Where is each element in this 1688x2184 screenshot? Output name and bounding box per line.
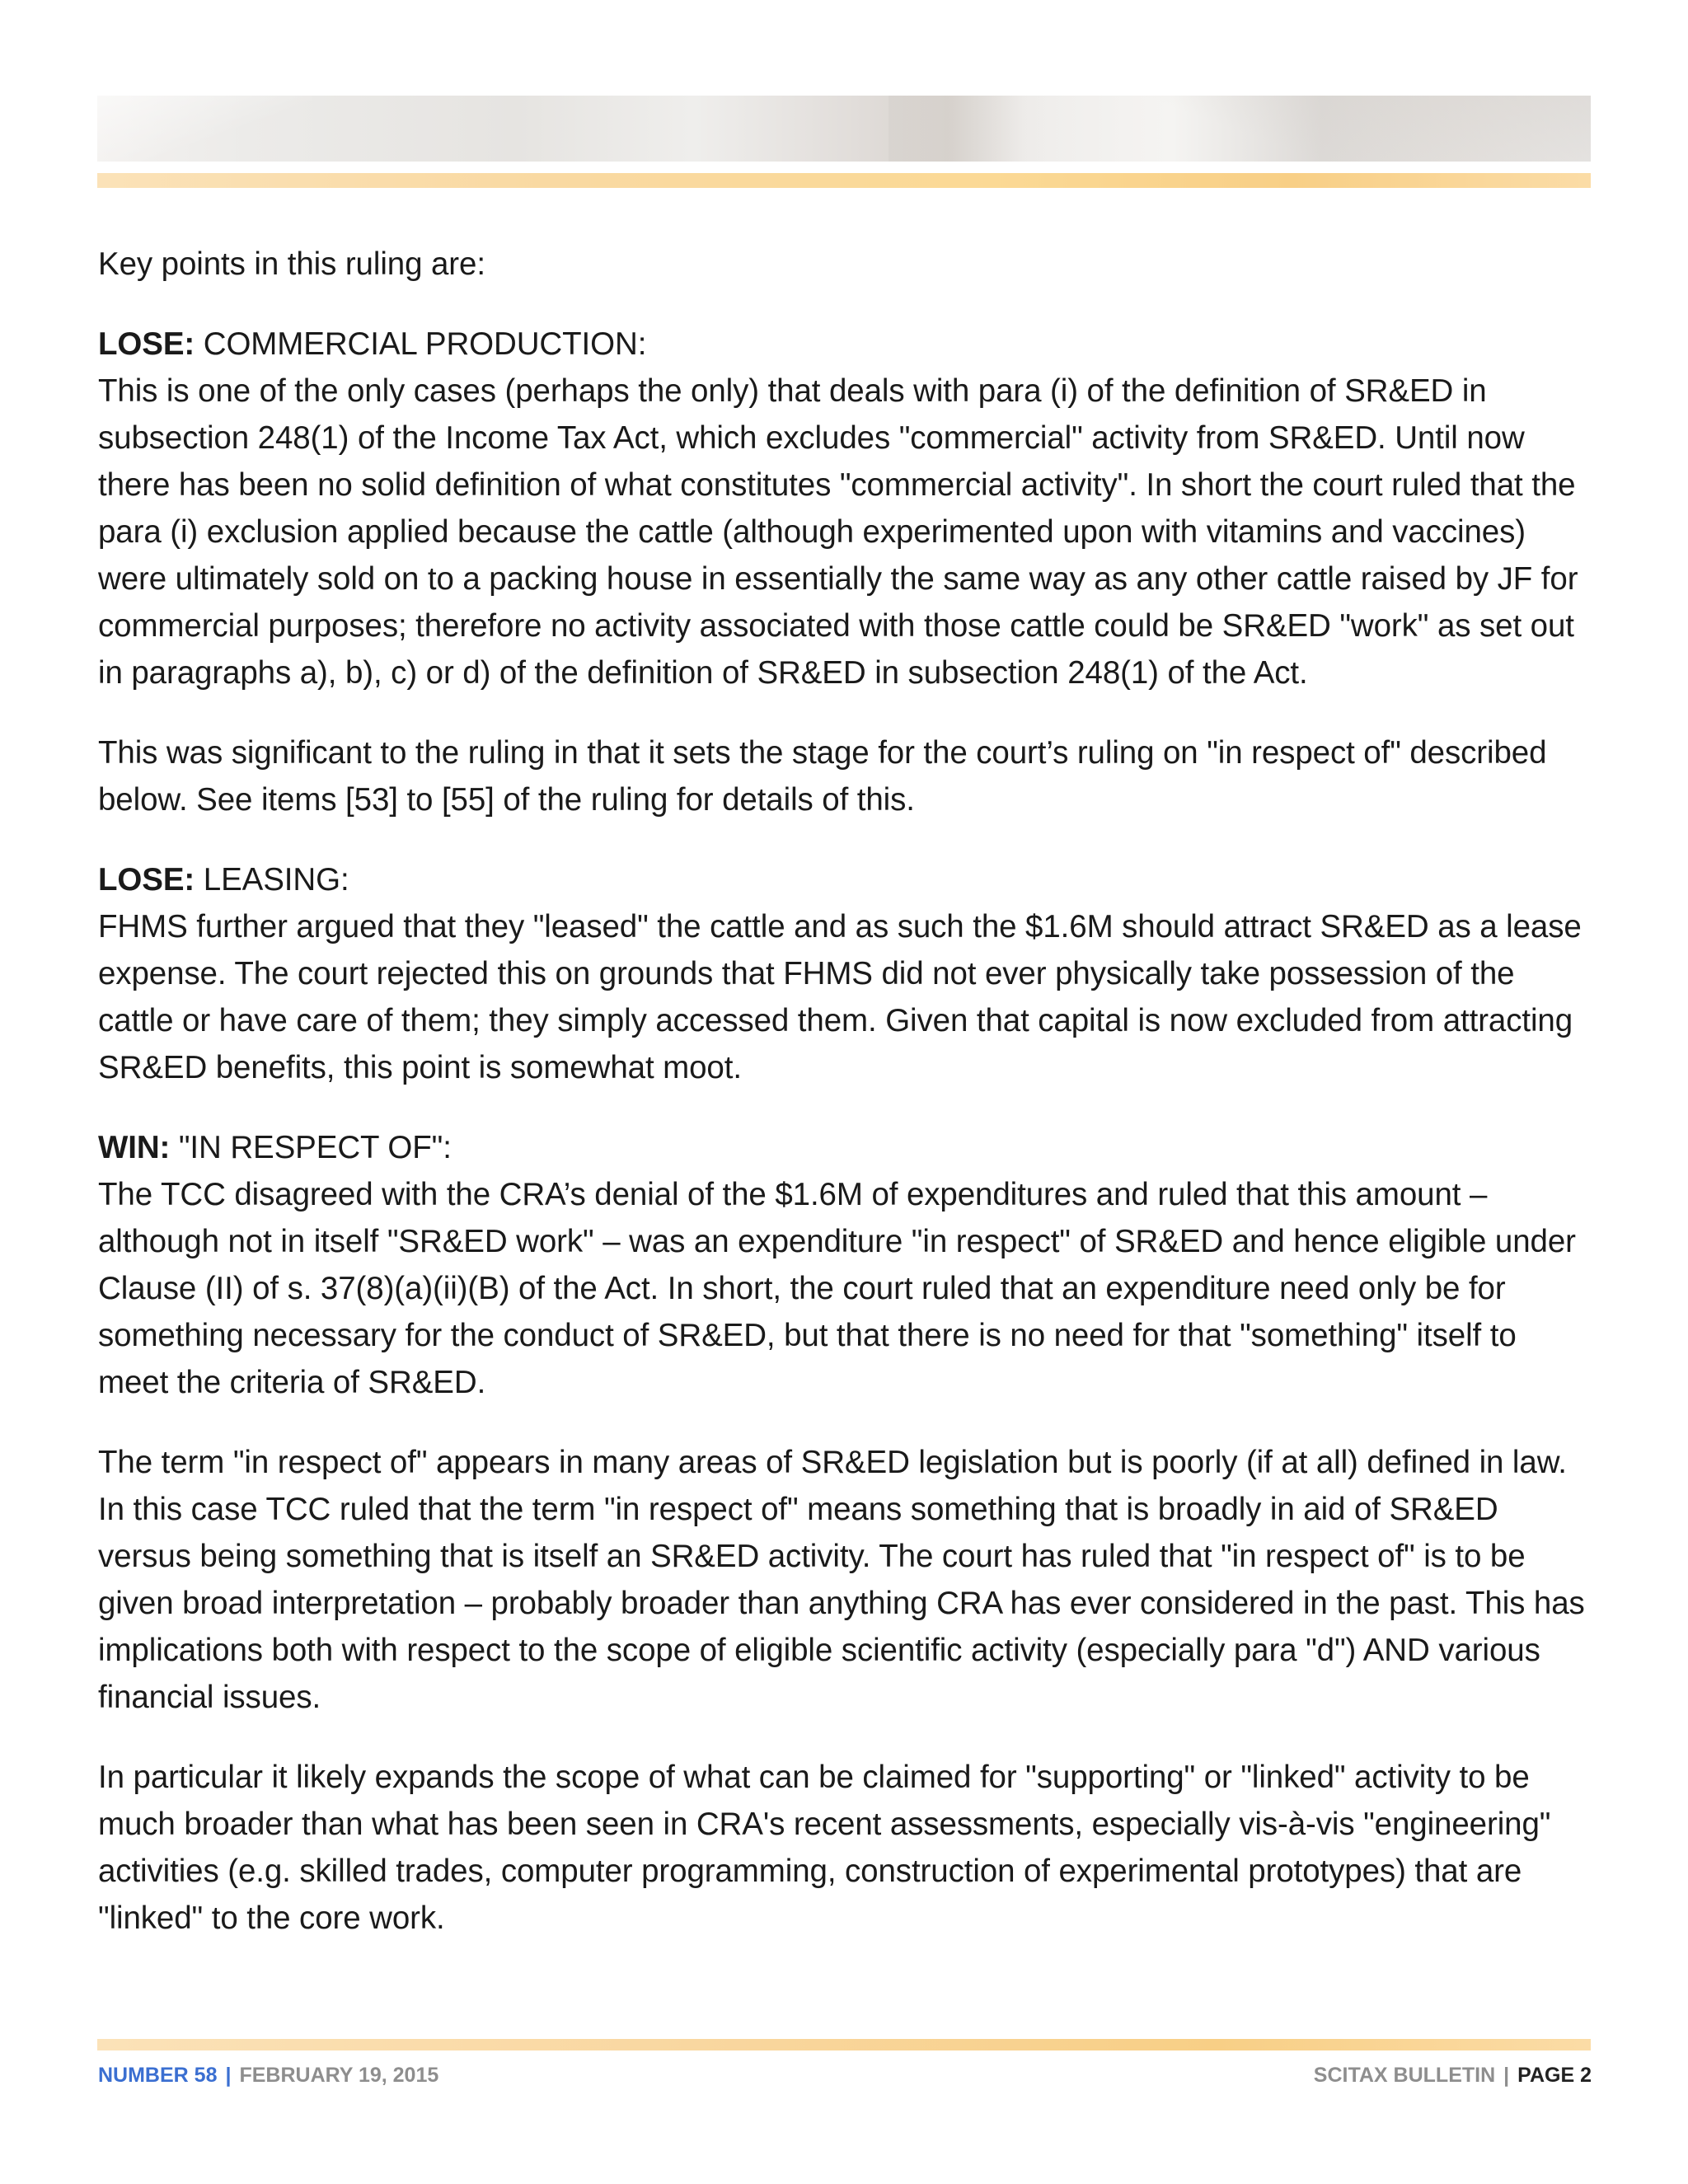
section-paragraph: This is one of the only cases (perhaps the only) that deals with para (i) of the definition of SR&ED in subsection 248(1) of the Income Tax Act, which excludes "commercial" activity from SR&ED. Until now there has been no solid definition of what constitutes "commercial activity". In short the court ruled that the para (i) exclusion applied because the cattle (although experimented upon with vitamins and vaccines) were ultimately sold on to a packing house in essentially the same way as any other cattle raised by JF for commercial purposes; therefore no activity associated with those cattle could be SR&ED "work" as set out in paragraphs a), b), c) or d) of the definition of SR&ED in subsection 248(1) of the Act. xyxy=(98,373,1578,691)
footer-left xyxy=(98,2060,438,2090)
header-banner-shade xyxy=(1129,96,1591,162)
page-footer xyxy=(98,2060,1592,2090)
section-heading: "IN RESPECT OF": xyxy=(170,1130,452,1165)
header-banner-shade xyxy=(97,96,312,162)
section-leasing xyxy=(98,856,1592,1091)
verdict-label: WIN: xyxy=(98,1130,171,1165)
header-banner xyxy=(97,96,1591,162)
section-heading: LEASING: xyxy=(195,862,349,898)
article-body xyxy=(98,241,1592,1975)
verdict-label: LOSE: xyxy=(98,862,195,898)
footer-separator: | xyxy=(225,2064,232,2087)
section-paragraph: The TCC disagreed with the CRA’s denial of the $1.6M of expenditures and ruled that this amount – although not in itself "SR&ED work" – was an expenditure "in respect" of SR&ED and hence eligible under Clause (II) of s. 37(8)(a)(ii)(B) of the Act. In short, the court ruled that an expenditure need only be for something necessary for the conduct of SR&ED, but that there is no need for that "something" itself to meet the criteria of SR&ED. xyxy=(98,1177,1576,1400)
publication-name: SCITAX BULLETIN xyxy=(1313,2064,1496,2087)
intro-paragraph: Key points in this ruling are: xyxy=(98,246,485,282)
issue-number: NUMBER 58 xyxy=(98,2064,218,2087)
section-heading: COMMERCIAL PRODUCTION: xyxy=(195,326,647,362)
section-paragraph: The term "in respect of" appears in many areas of SR&ED legislation but is poorly (if at all) defined in law. In this case TCC ruled that the term "in respect of" means something that is broadly in aid of SR&ED versus being something that is itself an SR&ED activity. The court has ruled that "in respect of" is to be given broad interpretation – probably broader than anything CRA has ever considered in the past. This has implications both with respect to the scope of eligible scientific activity (especially para "d") AND various financial issues. xyxy=(98,1445,1585,1715)
issue-date: FEBRUARY 19, 2015 xyxy=(239,2064,439,2087)
header-banner-shade xyxy=(889,96,1053,162)
section-paragraph: In particular it likely expands the scope of what can be claimed for "supporting" or "linked" activity to be much broader than what has been seen in CRA's recent assessments, especially vis-à-vis "engineering" activities (e.g. skilled trades, computer programming, construction of experimental prototypes) that are "linked" to the core work. xyxy=(98,1760,1551,1936)
section-commercial-production xyxy=(98,321,1592,696)
header-accent-stripe xyxy=(97,173,1591,188)
section-in-respect-of xyxy=(98,1124,1592,1406)
footer-right xyxy=(1314,2060,1592,2090)
section-paragraph: FHMS further argued that they "leased" the cattle and as such the $1.6M should attract SR&ED as a lease expense. The court rejected this on grounds that FHMS did not ever physically take possession of the cattle or have care of them; they simply accessed them. Given that capital is now excluded from attracting SR&ED benefits, this point is somewhat moot. xyxy=(98,909,1582,1085)
section-paragraph: This was significant to the ruling in that it sets the stage for the court’s ruling on "in respect of" described below. See items [53] to [55] of the ruling for details of this. xyxy=(98,735,1547,818)
footer-accent-stripe xyxy=(97,2039,1591,2050)
page-number: PAGE 2 xyxy=(1517,2064,1592,2087)
footer-separator: | xyxy=(1503,2064,1510,2087)
verdict-label: LOSE: xyxy=(98,326,195,362)
